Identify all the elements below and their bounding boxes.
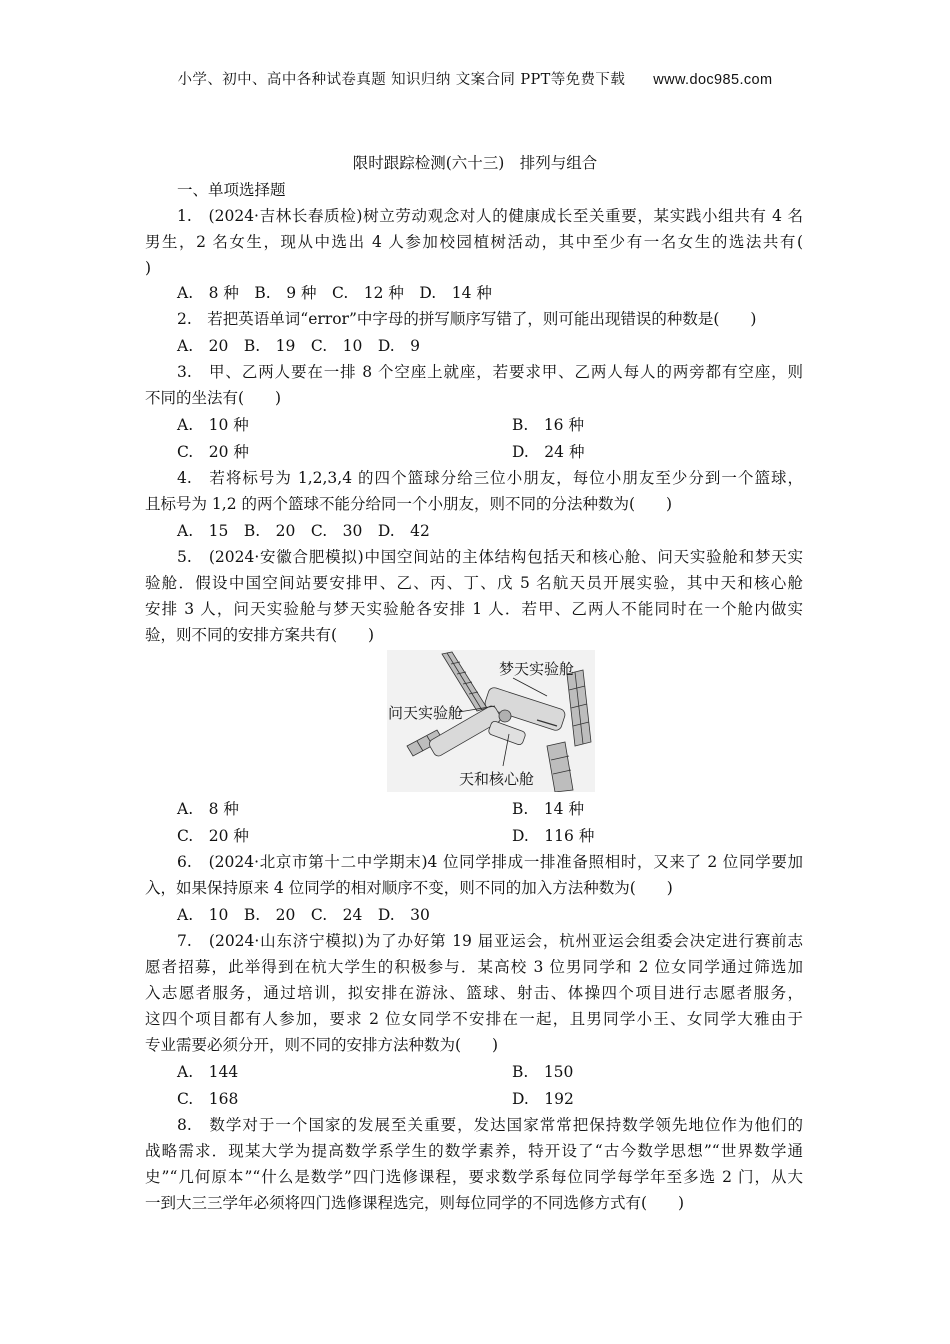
q3-option-d: D. 24 种 bbox=[512, 443, 585, 461]
q7-line-2: 愿者招募，此举得到在杭大学生的积极参与．某高校 3 位男同学和 2 位女同学通过筛选加 bbox=[145, 958, 803, 976]
q5-line-4: 验，则不同的安排方案共有( ) bbox=[145, 626, 375, 644]
q2-options: A. 20 B. 19 C. 10 D. 9 bbox=[177, 337, 421, 355]
label-mengtian: 梦天实验舱 bbox=[499, 660, 575, 678]
page-title: 限时跟踪检测(六十三) 排列与组合 bbox=[352, 154, 598, 172]
q4-options: A. 15 B. 20 C. 30 D. 42 bbox=[177, 522, 430, 540]
q8-line-1: 8. 数学对于一个国家的发展至关重要，发达国家常常把保持数学领先地位作为他们的 bbox=[177, 1116, 803, 1134]
q1-line-2: 男生，2 名女生，现从中选出 4 人参加校园植树活动，其中至少有一名女生的选法共有( bbox=[145, 233, 803, 251]
q6-line-2: 入，如果保持原来 4 位同学的相对顺序不变，则不同的加入方法种数为( ) bbox=[145, 879, 673, 897]
q2-line-1: 2. 若把英语单词“error”中字母的拼写顺序写错了，则可能出现错误的种数是( ) bbox=[177, 310, 757, 328]
q4-line-2: 且标号为 1,2 的两个篮球不能分给同一个小朋友，则不同的分法种数为( ) bbox=[145, 495, 673, 513]
q3-option-a: A. 10 种 bbox=[177, 416, 249, 434]
q4-line-1: 4. 若将标号为 1,2,3,4 的四个篮球分给三位小朋友，每位小朋友至少分到一个篮球， bbox=[177, 469, 803, 487]
q7-option-c: C. 168 bbox=[177, 1090, 239, 1108]
q8-line-2: 战略需求．现某大学为提高数学系学生的数学素养，特开设了“古今数学思想”“世界数学通 bbox=[145, 1142, 803, 1160]
q7-option-b: B. 150 bbox=[512, 1063, 574, 1081]
header-banner: 小学、初中、高中各种试卷真题 知识归纳 文案合同 PPT等免费下载 bbox=[177, 72, 626, 88]
q5-option-c: C. 20 种 bbox=[177, 827, 249, 845]
header-site-link[interactable]: www.doc985.com bbox=[653, 72, 773, 88]
q7-line-4: 这四个项目都有人参加，要求 2 位女同学不安排在一起，且男同学小王、女同学大雅由于 bbox=[145, 1010, 803, 1028]
section-heading: 一、单项选择题 bbox=[177, 181, 286, 199]
q5-line-3: 安排 3 人，问天实验舱与梦天实验舱各安排 1 人．若甲、乙两人不能同时在一个舱内做实 bbox=[145, 600, 803, 618]
q5-option-a: A. 8 种 bbox=[177, 800, 239, 818]
q8-line-4: 一到大三三学年必须将四门选修课程选完，则每位同学的不同选修方式有( ) bbox=[145, 1194, 685, 1212]
q7-option-a: A. 144 bbox=[177, 1063, 239, 1081]
q7-option-d: D. 192 bbox=[512, 1090, 574, 1108]
q5-option-d: D. 116 种 bbox=[512, 827, 595, 845]
q6-line-1: 6. (2024·北京市第十二中学期末)4 位同学排成一排准备照相时，又来了 2 位同学要加 bbox=[177, 853, 803, 871]
page-header bbox=[0, 68, 950, 89]
q3-option-b: B. 16 种 bbox=[512, 416, 584, 434]
q5-line-2: 验舱．假设中国空间站要安排甲、乙、丙、丁、戊 5 名航天员开展实验，其中天和核心舱 bbox=[145, 574, 803, 592]
q7-line-3: 入志愿者服务，通过培训，拟安排在游泳、篮球、射击、体操四个项目进行志愿者服务， bbox=[145, 984, 803, 1002]
q8-line-3: 史”“几何原本”“什么是数学”四门选修课程，要求数学系每位同学每学年至多选 2 门，从大 bbox=[145, 1168, 803, 1186]
q6-options: A. 10 B. 20 C. 24 D. 30 bbox=[177, 906, 430, 924]
q5-option-b: B. 14 种 bbox=[512, 800, 584, 818]
q7-line-5: 专业需要必须分开，则不同的安排方法种数为( ) bbox=[145, 1036, 499, 1054]
q1-options: A. 8 种 B. 9 种 C. 12 种 D. 14 种 bbox=[177, 284, 492, 302]
label-tianhe: 天和核心舱 bbox=[459, 770, 535, 788]
q3-line-1: 3. 甲、乙两人要在一排 8 个空座上就座，若要求甲、乙两人每人的两旁都有空座，则 bbox=[177, 363, 803, 381]
space-station-figure bbox=[387, 650, 595, 792]
q5-line-1: 5. (2024·安徽合肥模拟)中国空间站的主体结构包括天和核心舱、问天实验舱和梦天实 bbox=[177, 548, 803, 566]
q7-line-1: 7. (2024·山东济宁模拟)为了办好第 19 届亚运会，杭州亚运会组委会决定进行赛前志 bbox=[177, 932, 803, 950]
q3-line-2: 不同的坐法有( ) bbox=[145, 389, 282, 407]
q3-option-c: C. 20 种 bbox=[177, 443, 249, 461]
q1-line-3: ) bbox=[145, 259, 152, 277]
label-wentian: 问天实验舱 bbox=[388, 704, 464, 722]
q1-line-1: 1. (2024·吉林长春质检)树立劳动观念对人的健康成长至关重要，某实践小组共有 4 名 bbox=[177, 207, 803, 225]
